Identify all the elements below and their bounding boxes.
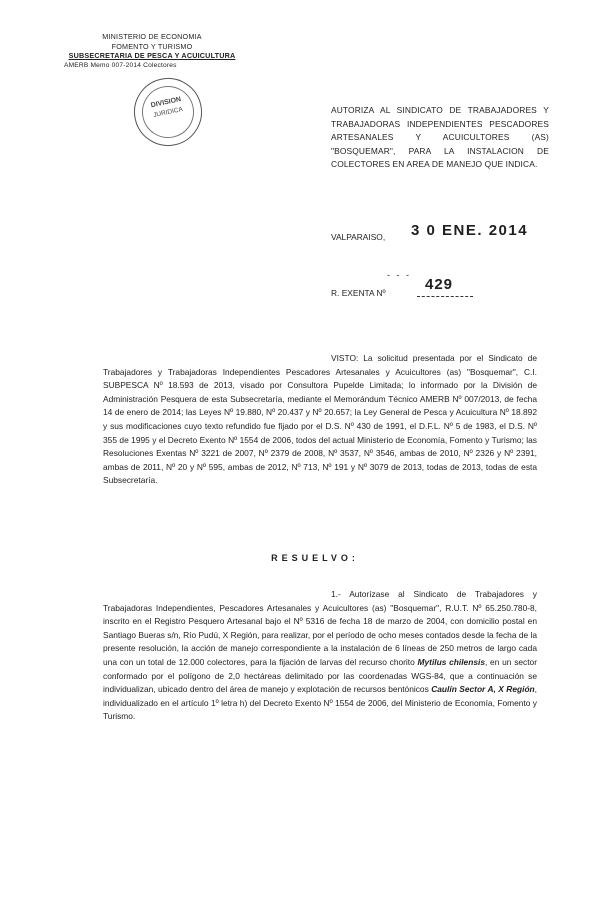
resolution-label: R. EXENTA Nº xyxy=(331,288,386,298)
subsecretaria-name: SUBSECRETARIA DE PESCA Y ACUICULTURA xyxy=(68,51,236,60)
visto-paragraph: VISTO: La solicitud presentada por el Sindicato de Trabajadores y Trabajadoras Independientes Pescadores Artesanales y Acuicultores (as) "Bosquemar", C.I. SUBPESCA Nº 18.593 de 2013, visado por Consultora Pupelde Limitada; lo informado por la División de Administración Pesquera de esta Subsecretaría, mediante el Memorándum Técnico AMERB Nº 007/2013, de fecha 14 de enero de 2014; las Leyes Nº 19.880, Nº 20.437 y Nº 20.657; la Ley General de Pesca y Acuicultura Nº 18.892 y sus modificaciones cuyo texto refundido fue fijado por el D.S. Nº 430 de 1991, el D.F.L. Nº 5 de 1983, el D.S. Nº 355 de 1995 y el Decreto Exento Nº 1554 de 2006, todos del actual Ministerio de Economía, Fomento y Turismo; las Resoluciones Exentas Nº 3221 de 2007, Nº 2379 de 2008, Nº 3537, Nº 3546, ambas de 2010, Nº 2326 y Nº 2391, ambas de 2011, Nº 20 y Nº 595, ambas de 2012, Nº 713, Nº 191 y Nº 3079 de 2013, todas de 2013, todas de esta Subsecretaría. xyxy=(103,353,537,486)
resolution-title: AUTORIZA AL SINDICATO DE TRABAJADORES Y TRABAJADORAS INDEPENDIENTES PESCADORES ARTESANALES Y ACUICULTORES (AS) "BOSQUEMAR", PARA LA INSTALACION DE COLECTORES EN AREA DE MANEJO QUE INDICA. xyxy=(331,105,549,170)
division-juridica-stamp xyxy=(128,72,209,153)
species-name: Mytilus chilensis xyxy=(417,656,485,667)
ministry-name: MINISTERIO DE ECONOMIA xyxy=(102,32,202,41)
resolution-number-line xyxy=(331,270,561,298)
date-stamp: 3 0 ENE. 2014 xyxy=(411,222,529,239)
article-1-text-part2: , en un sector conformado por el polígono de 2,0 hectáreas delimitado por las coordenadas WGS-84, que a continuación se individualizan, ubicado dentro del área de manejo y explotación de recursos bentónicos xyxy=(103,656,537,695)
stamp-text-line1: DIVISION xyxy=(150,96,182,110)
article-1-paragraph xyxy=(103,588,537,724)
date-line xyxy=(331,222,561,248)
article-1-text-part1: 1.- Autorízase al Sindicato de Trabajadores y Trabajadoras Independientes, Pescadores Artesanales y Acuicultores (as) "Bosquemar", R.U.T. Nº 65.250.780-8, inscrito en el Registro Pesquero Artesanal bajo el Nº 5316 de fecha 18 de marzo de 2004, con domicilio postal en Santiago Bueras s/n, Río Pudú, X Región, para realizar, por el período de ocho meses contados desde la fecha de la presente resolución, la acción de manejo correspondiente a la instalación de 6 líneas de 250 metros de largo cada una con un total de 12.000 colectores, para la fijación de larvas del recurso chorito xyxy=(103,589,537,667)
city-label: VALPARAISO, xyxy=(331,232,386,242)
article-1-text-part3: , individualizado en el artículo 1º letra h) del Decreto Exento Nº 1554 de 2006, del Ministerio de Economía, Fomento y Turismo. xyxy=(103,684,537,722)
ministry-name-line2: FOMENTO Y TURISMO xyxy=(111,41,193,51)
resuelvo-heading: RESUELVO: xyxy=(271,553,359,563)
letterhead xyxy=(52,32,252,70)
resolution-number: 429 xyxy=(425,276,454,293)
number-dashes: - - - xyxy=(387,270,411,280)
management-area-name: Caulín Sector A, X Región xyxy=(431,684,535,695)
document-reference: AMERB Memo 007-2014 Colectores xyxy=(64,61,177,69)
stamp-text-line2: JURIDICA xyxy=(152,105,184,120)
resuelvo-heading-wrap xyxy=(0,548,600,566)
number-underline xyxy=(417,296,473,297)
